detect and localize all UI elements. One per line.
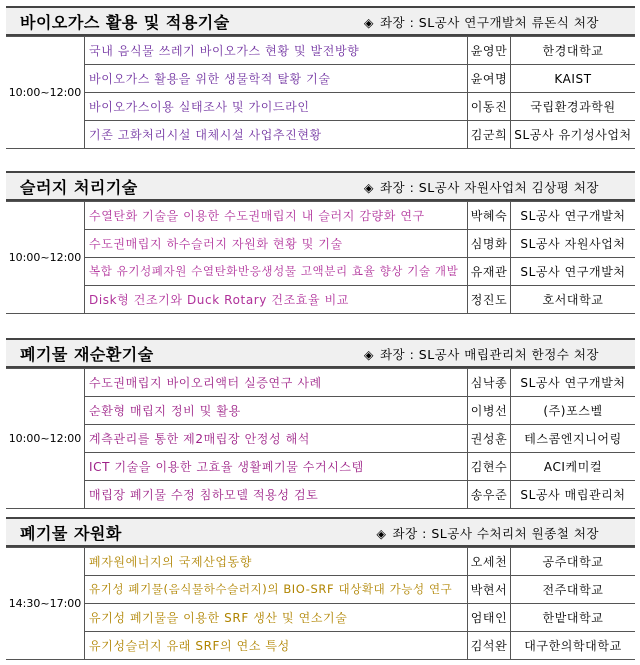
session-time: 14:30~17:00 [6,548,85,660]
table-row [6,576,635,604]
topic-cell: ICT 기술을 이용한 고효율 생활폐기물 수거시스템 [85,453,468,481]
speaker-cell: 박혜숙 [468,202,511,230]
table-row [6,453,635,481]
diamond-icon: ◈ [376,526,387,541]
org-cell: 전주대학교 [511,576,636,604]
session-time: 10:00~12:00 [6,202,85,314]
speaker-cell: 정진도 [468,286,511,314]
topic-cell: 계측관리를 통한 제2매립장 안정성 해석 [85,425,468,453]
org-cell: SL공사 연구개발처 [511,258,636,286]
session-chair: ◈ 좌장 : SL공사 수처리처 원종철 처장 [376,526,599,541]
session-title: 폐기물 재순환기술 [20,345,154,364]
org-cell: SL공사 매립관리처 [511,481,636,509]
session-table [6,201,635,314]
org-cell: SL공사 연구개발처 [511,202,636,230]
table-row [6,548,635,576]
topic-cell: 수도권매립지 바이오리액터 실증연구 사례 [85,369,468,397]
session-header [6,338,635,368]
session-time: 10:00~12:00 [6,369,85,509]
speaker-cell: 권성훈 [468,425,511,453]
topic-cell: 바이오가스이용 실태조사 및 가이드라인 [85,93,468,121]
topic-cell: 유기성 폐기물(음식물하수슬러지)의 BIO-SRF 대상확대 가능성 연구 [85,576,468,604]
table-row [6,230,635,258]
speaker-cell: 심낙종 [468,369,511,397]
table-row [6,397,635,425]
session-time: 10:00~12:00 [6,37,85,149]
topic-cell: 국내 음식물 쓰레기 바이오가스 현황 및 발전방향 [85,37,468,65]
org-cell: 대구한의학대학교 [511,632,636,660]
org-cell: KAIST [511,65,636,93]
org-cell: 한밭대학교 [511,604,636,632]
org-cell: SL공사 유기성사업처 [511,121,636,149]
speaker-cell: 심명화 [468,230,511,258]
session-header [6,6,635,36]
session-table [6,547,635,660]
org-cell: 국립환경과학원 [511,93,636,121]
speaker-cell: 엄태인 [468,604,511,632]
session-title: 슬러지 처리기술 [20,178,138,197]
table-row [6,604,635,632]
table-row [6,481,635,509]
session-chair: ◈ 좌장 : SL공사 연구개발처 류돈식 처장 [363,15,599,30]
org-cell: (주)포스벨 [511,397,636,425]
speaker-cell: 윤영만 [468,37,511,65]
topic-cell: 수도권매립지 하수슬러지 자원화 현황 및 기술 [85,230,468,258]
table-row [6,93,635,121]
topic-cell: 수열탄화 기술을 이용한 수도권매립지 내 슬러지 감량화 연구 [85,202,468,230]
table-row [6,425,635,453]
speaker-cell: 이병선 [468,397,511,425]
org-cell: SL공사 연구개발처 [511,369,636,397]
table-row [6,369,635,397]
org-cell: ACI케미컬 [511,453,636,481]
session-title: 폐기물 자원화 [20,524,122,543]
speaker-cell: 김군희 [468,121,511,149]
session-header [6,171,635,201]
diamond-icon: ◈ [363,180,374,195]
speaker-cell: 송우준 [468,481,511,509]
session-table [6,36,635,149]
table-row [6,632,635,660]
org-cell: SL공사 자원사업처 [511,230,636,258]
topic-cell: 매립장 폐기물 수정 침하모델 적용성 검토 [85,481,468,509]
speaker-cell: 이동진 [468,93,511,121]
topic-cell: Disk형 건조기와 Duck Rotary 건조효율 비교 [85,286,468,314]
session-table [6,368,635,509]
speaker-cell: 윤여명 [468,65,511,93]
org-cell: 테스콤엔지니어링 [511,425,636,453]
session-resource [6,517,635,660]
org-cell: 공주대학교 [511,548,636,576]
speaker-cell: 박현서 [468,576,511,604]
table-row [6,286,635,314]
speaker-cell: 김석완 [468,632,511,660]
speaker-cell: 오세천 [468,548,511,576]
session-title: 바이오가스 활용 및 적용기술 [20,13,230,32]
table-row [6,258,635,286]
table-row [6,65,635,93]
speaker-cell: 유재관 [468,258,511,286]
diamond-icon: ◈ [363,15,374,30]
topic-cell: 유기성 폐기물을 이용한 SRF 생산 및 연소기술 [85,604,468,632]
speaker-cell: 김현수 [468,453,511,481]
topic-cell: 폐자원에너지의 국제산업동향 [85,548,468,576]
session-recirculation [6,338,635,509]
session-chair: ◈ 좌장 : SL공사 자원사업처 김상평 처장 [363,180,599,195]
table-row [6,202,635,230]
diamond-icon: ◈ [363,347,374,362]
org-cell: 한경대학교 [511,37,636,65]
topic-cell: 복합 유기성폐자원 수열탄화반응생성물 고액분리 효율 향상 기술 개발 [85,258,468,286]
session-header [6,517,635,547]
session-chair: ◈ 좌장 : SL공사 매립관리처 한정수 처장 [363,347,599,362]
topic-cell: 기존 고화처리시설 대체시설 사업추진현황 [85,121,468,149]
topic-cell: 바이오가스 활용을 위한 생물학적 탈황 기술 [85,65,468,93]
topic-cell: 순환형 매립지 정비 및 활용 [85,397,468,425]
session-sludge [6,171,635,314]
table-row [6,121,635,149]
topic-cell: 유기성슬러지 유래 SRF의 연소 특성 [85,632,468,660]
session-biogas [6,6,635,149]
org-cell: 호서대학교 [511,286,636,314]
table-row [6,37,635,65]
